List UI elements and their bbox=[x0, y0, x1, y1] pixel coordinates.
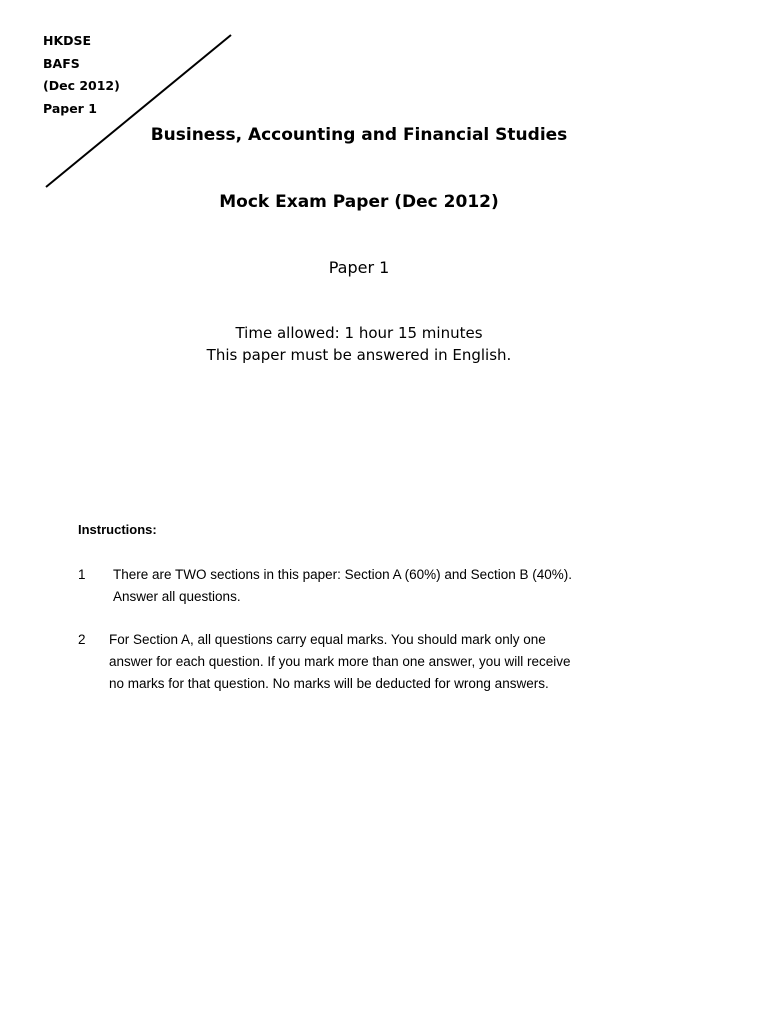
instruction-line: For Section A, all questions carry equal marks. You should mark only one bbox=[109, 632, 546, 647]
instruction-number: 2 bbox=[78, 632, 86, 647]
instruction-text bbox=[113, 564, 572, 608]
instructions-heading: Instructions: bbox=[78, 522, 157, 537]
time-allowed: Time allowed: 1 hour 15 minutes bbox=[235, 324, 483, 342]
subject-title: Business, Accounting and Financial Studies bbox=[150, 125, 568, 145]
instruction-line: answer for each question. If you mark more than one answer, you will receive bbox=[109, 654, 571, 669]
instruction-number: 1 bbox=[78, 567, 86, 582]
header-line-date: (Dec 2012) bbox=[43, 78, 120, 93]
paper-label: Paper 1 bbox=[328, 258, 390, 277]
header-line-subject: BAFS bbox=[43, 55, 80, 71]
exam-title: Mock Exam Paper (Dec 2012) bbox=[219, 192, 499, 212]
instruction-text bbox=[109, 629, 570, 695]
instruction-line: There are TWO sections in this paper: Section A (60%) and Section B (40%). bbox=[113, 567, 572, 582]
language-note: This paper must be answered in English. bbox=[206, 346, 512, 364]
instruction-line: no marks for that question. No marks will be deducted for wrong answers. bbox=[109, 676, 549, 691]
corner-header bbox=[43, 30, 120, 120]
header-line-paper: Paper 1 bbox=[43, 100, 97, 116]
header-line-exam: HKDSE bbox=[43, 33, 92, 48]
instruction-line: Answer all questions. bbox=[113, 589, 241, 604]
